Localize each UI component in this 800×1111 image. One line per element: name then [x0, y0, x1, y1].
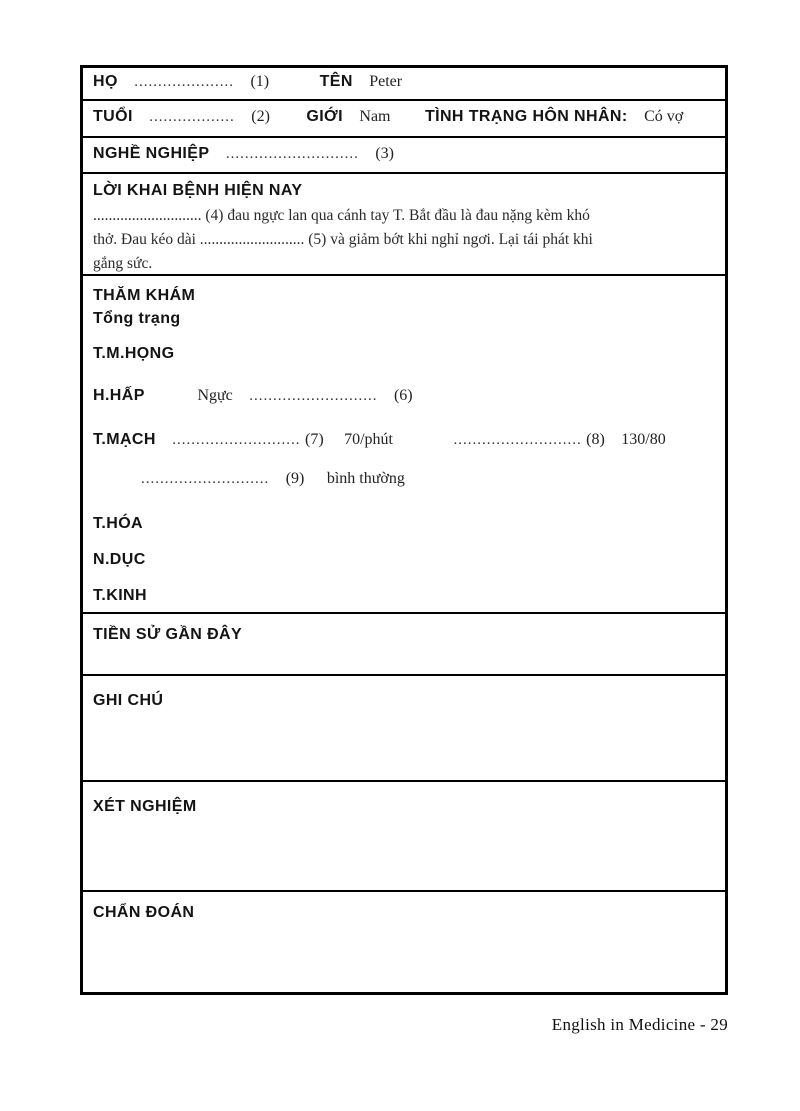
row-occupation — [83, 138, 725, 174]
exam-general-label: Tổng trạng — [93, 310, 181, 327]
recent-history-label: TIỀN SỬ GẦN ĐÂY — [93, 626, 243, 643]
exam-chest-ref: (6) — [393, 387, 413, 404]
exam-pulse-blank: ........................... — [172, 432, 301, 448]
occupation-ref: (3) — [375, 145, 394, 162]
present-illness-line-3: gắng sức. — [93, 255, 153, 273]
diagnosis-label: CHẨN ĐOÁN — [93, 904, 195, 921]
exam-pulse-value: 70/phút — [344, 431, 393, 448]
row-diagnosis — [83, 892, 725, 992]
exam-ent-label: T.M.HỌNG — [93, 345, 175, 362]
gender-value: Nam — [359, 108, 391, 125]
marital-status-label: TÌNH TRẠNG HÔN NHÂN: — [424, 108, 628, 125]
surname-label: HỌ — [93, 73, 118, 90]
row-notes — [83, 676, 725, 782]
notes-label: GHI CHÚ — [93, 692, 164, 709]
exam-line9-blank: ........................... — [141, 471, 270, 487]
exam-bp-blank: ........................... — [453, 432, 582, 448]
row-tests — [83, 782, 725, 892]
present-illness-line-1: ............................ (4) đau ngực lan qua cánh tay T. Bắt đầu là đau nặng kèm khó — [93, 207, 590, 224]
exam-circulation-row — [93, 430, 715, 450]
exam-line9-row — [141, 469, 715, 489]
gender-label: GIỚI — [306, 108, 343, 125]
present-illness-text — [93, 204, 715, 276]
occupation-blank: ............................ — [225, 146, 359, 162]
present-illness-label: LỜI KHAI BỆNH HIỆN NAY — [93, 182, 303, 199]
occupation-label: NGHỀ NGHIỆP — [93, 145, 210, 162]
exam-pulse-ref: (7) — [305, 431, 324, 448]
exam-urogenital-label: N.DỤC — [93, 551, 146, 568]
tests-label: XÉT NGHIỆM — [93, 798, 197, 815]
exam-circulation-label: T.MẠCH — [93, 431, 156, 448]
surname-blank: ..................... — [134, 74, 235, 90]
row-examination — [83, 276, 725, 614]
age-blank: .................. — [149, 109, 235, 125]
exam-bp-value: 130/80 — [621, 431, 666, 448]
given-name-value: Peter — [369, 73, 403, 90]
row-present-illness — [83, 174, 725, 276]
page-footer: English in Medicine - 29 — [551, 1015, 728, 1034]
exam-chest-blank: ........................... — [249, 388, 378, 404]
exam-respiratory-row — [93, 386, 715, 406]
row-surname-name — [83, 68, 725, 101]
surname-ref: (1) — [250, 73, 270, 90]
exam-neurological-label: T.KINH — [93, 587, 147, 604]
exam-chest-label: Ngực — [197, 387, 233, 404]
exam-respiratory-label: H.HẤP — [93, 387, 145, 404]
medical-record-form — [80, 65, 728, 995]
exam-line9-value: bình thường — [326, 470, 405, 487]
exam-bp-ref: (8) — [586, 431, 605, 448]
present-illness-line-2: thở. Đau kéo dài ........................... (5) và giảm bớt khi nghỉ ngơi. Lại tái phát khi — [93, 231, 593, 249]
exam-digestive-label: T.HÓA — [93, 515, 143, 532]
age-ref: (2) — [251, 108, 270, 125]
age-label: TUỔI — [93, 108, 133, 125]
exam-line9-ref: (9) — [285, 470, 305, 487]
marital-status-value: Có vợ — [644, 108, 684, 125]
given-name-label: TÊN — [319, 73, 353, 90]
row-age-gender-marital — [83, 101, 725, 138]
examination-heading: THĂM KHÁM — [93, 287, 196, 304]
row-recent-history — [83, 614, 725, 676]
